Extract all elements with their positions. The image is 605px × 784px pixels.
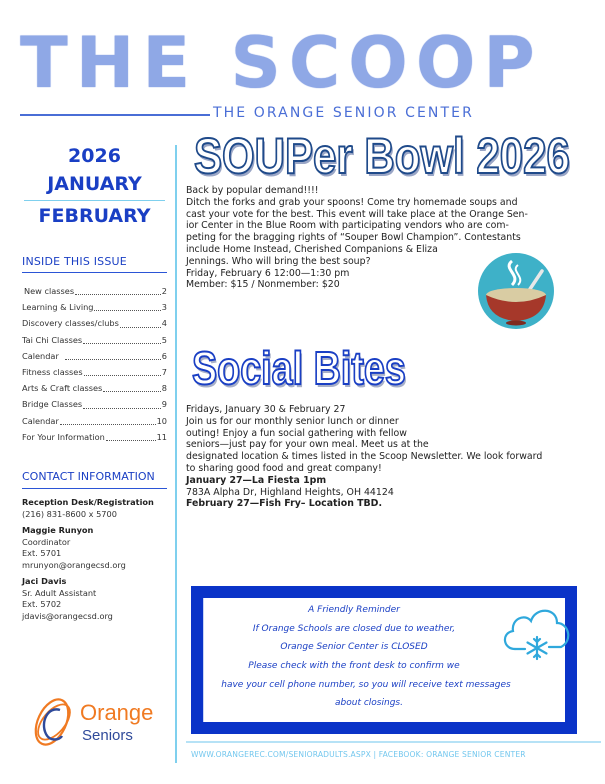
- weather-reminder-inner: [203, 598, 565, 722]
- souper-bowl-line: cast your vote for the best. This event will take place at the Orange Sen-: [186, 208, 528, 220]
- contact-reception-phone: (216) 831-8600 x 5700: [22, 508, 117, 519]
- masthead-subtitle: THE ORANGE SENIOR CENTER: [213, 105, 474, 121]
- toc-item-label: Bridge Classes: [22, 399, 83, 410]
- toc-leader: [106, 429, 156, 441]
- masthead: [20, 22, 585, 128]
- contact-person-role: Coordinator: [22, 536, 71, 547]
- toc-leader: [120, 315, 161, 327]
- masthead-subtitle-row: [20, 105, 585, 125]
- contact-person-role: Sr. Adult Assistant: [22, 587, 97, 598]
- footer-links[interactable]: WWW.ORANGEREC.COM/SENIORADULTS.ASPX | FACEBOOK: ORANGE SENIOR CENTER: [191, 750, 526, 759]
- toc-leader: [84, 364, 161, 376]
- toc-item-label: Calendar: [22, 350, 59, 361]
- sidebar: [22, 140, 167, 627]
- issue-month-february: FEBRUARY: [38, 205, 151, 227]
- contact-reception: [22, 497, 167, 520]
- toc-item-label: Discovery classes/clubs: [22, 318, 119, 329]
- toc-item-page: 9: [161, 399, 167, 410]
- contact-person-ext: Ext. 5702: [22, 599, 62, 610]
- issue-year: 2026: [68, 145, 121, 167]
- masthead-rule: [20, 114, 210, 116]
- table-of-contents: [22, 283, 167, 445]
- social-bites-event-february: February 27—Fish Fry– Location TBD.: [186, 498, 383, 510]
- toc-item-label: Learning & Living: [22, 302, 94, 313]
- toc-item[interactable]: [22, 413, 167, 429]
- toc-item-page: 3: [161, 302, 167, 313]
- toc-heading: INSIDE THIS ISSUE: [22, 255, 167, 273]
- souper-bowl-line: Jennings. Who will bring the best soup?: [186, 255, 371, 267]
- toc-leader: [60, 413, 156, 425]
- contact-person: [22, 576, 167, 622]
- soup-bowl-icon: [476, 251, 556, 331]
- toc-item-page: 10: [156, 415, 167, 426]
- toc-item[interactable]: [22, 332, 167, 348]
- newsletter-title: THE SCOOP: [20, 22, 543, 104]
- social-bites-line: Join us for our monthly senior lunch or dinner: [186, 415, 399, 427]
- orange-seniors-logo: [30, 692, 160, 752]
- toc-item-label: Arts & Craft classes: [22, 383, 103, 394]
- toc-item[interactable]: [22, 315, 167, 331]
- social-bites-line: outing! Enjoy a fun social gathering with fellow: [186, 427, 407, 439]
- toc-item-label: Fitness classes: [22, 367, 83, 378]
- reminder-line: If Orange Schools are closed due to weather,: [252, 623, 456, 634]
- toc-leader: [65, 348, 161, 360]
- souper-bowl-line: Ditch the forks and grab your spoons! Come try homemade soups and: [186, 196, 518, 208]
- toc-leader: [94, 299, 160, 311]
- social-bites-line: designated location & times listed in the Scoop Newsletter. We look forward: [186, 451, 543, 463]
- social-bites-title: Social Bites: [192, 342, 406, 394]
- issue-month-january: JANUARY: [47, 173, 142, 195]
- contact-person-ext: Ext. 5701: [22, 548, 62, 559]
- toc-leader: [75, 283, 161, 295]
- toc-item[interactable]: [22, 364, 167, 380]
- toc-item-label: New classes: [24, 286, 75, 296]
- toc-item-label: Calendar: [22, 415, 59, 426]
- souper-bowl-line: ior Center in the Blue Room with participating vendors who are com-: [186, 220, 509, 232]
- toc-item[interactable]: [22, 396, 167, 412]
- contact-person-name: Maggie Runyon: [22, 525, 94, 536]
- weather-reminder-text: [204, 601, 511, 713]
- toc-item-page: 11: [156, 431, 167, 442]
- contact-person: [22, 525, 167, 571]
- toc-leader: [83, 332, 161, 344]
- reminder-line: Orange Senior Center is CLOSED: [280, 642, 428, 652]
- contact-person-email[interactable]: jdavis@orangecsd.org: [22, 610, 113, 621]
- contact-person-email[interactable]: mrunyon@orangecsd.org: [22, 559, 126, 570]
- souper-bowl-date: Friday, February 6 12:00—1:30 pm: [186, 267, 350, 279]
- social-bites-event-january: January 27—La Fiesta 1pm: [186, 474, 327, 486]
- toc-item-page: 2: [161, 286, 167, 296]
- toc-item-page: 4: [161, 318, 167, 329]
- snow-cloud-icon: [497, 601, 577, 661]
- reminder-line: Please check with the front desk to confirm we: [248, 660, 460, 671]
- souper-bowl-price: Member: $15 / Nonmember: $20: [186, 279, 340, 291]
- souper-bowl-line: include Home Instead, Cherished Companions & Eliza: [186, 243, 438, 255]
- toc-item[interactable]: [22, 380, 167, 396]
- toc-item[interactable]: [22, 299, 167, 315]
- toc-item-page: 5: [161, 334, 167, 345]
- toc-leader: [83, 396, 161, 408]
- souper-bowl-line: Back by popular demand!!!!: [186, 185, 319, 196]
- contact-reception-name: Reception Desk/Registration: [22, 497, 154, 508]
- toc-item-page: 8: [161, 383, 167, 394]
- footer-rule: [186, 741, 601, 743]
- weather-reminder-box: [191, 586, 577, 734]
- social-bites-line: Fridays, January 30 & February 27: [186, 404, 346, 415]
- issue-date: [22, 142, 167, 229]
- toc-item-page: 6: [161, 350, 167, 361]
- reminder-line: about closings.: [335, 698, 403, 708]
- toc-leader: [103, 380, 160, 392]
- contact-heading: CONTACT INFORMATION: [22, 469, 167, 489]
- issue-divider: [24, 200, 165, 201]
- reminder-line: have your cell phone number, so you will receive text messages: [221, 679, 511, 690]
- logo-word-seniors: Seniors: [82, 727, 133, 744]
- logo-word-orange: Orange: [80, 700, 154, 725]
- social-bites-line: seniors—just pay for your own meal. Meet us at the: [186, 439, 429, 451]
- toc-item-label: For Your Information: [22, 431, 105, 442]
- toc-item[interactable]: [22, 283, 167, 299]
- toc-item-label: Tai Chi Classes: [22, 334, 83, 345]
- contact-info: [22, 497, 167, 622]
- toc-item[interactable]: [22, 429, 167, 445]
- souper-bowl-title: SOUPer Bowl 2026: [194, 128, 570, 184]
- column-divider: [175, 145, 177, 763]
- social-bites-body: [186, 404, 598, 510]
- toc-item[interactable]: [22, 348, 167, 364]
- reminder-heading: A Friendly Reminder: [308, 605, 400, 615]
- social-bites-line: to sharing good food and great company!: [186, 462, 382, 474]
- swirl-logo-icon: [30, 692, 80, 752]
- souper-bowl-line: peting for the bragging rights of “Souper Bowl Champion”. Contestants: [186, 232, 521, 244]
- contact-person-name: Jaci Davis: [22, 576, 67, 587]
- toc-item-page: 7: [161, 367, 167, 378]
- social-bites-event-address: 783A Alpha Dr, Highland Heights, OH 44124: [186, 486, 394, 498]
